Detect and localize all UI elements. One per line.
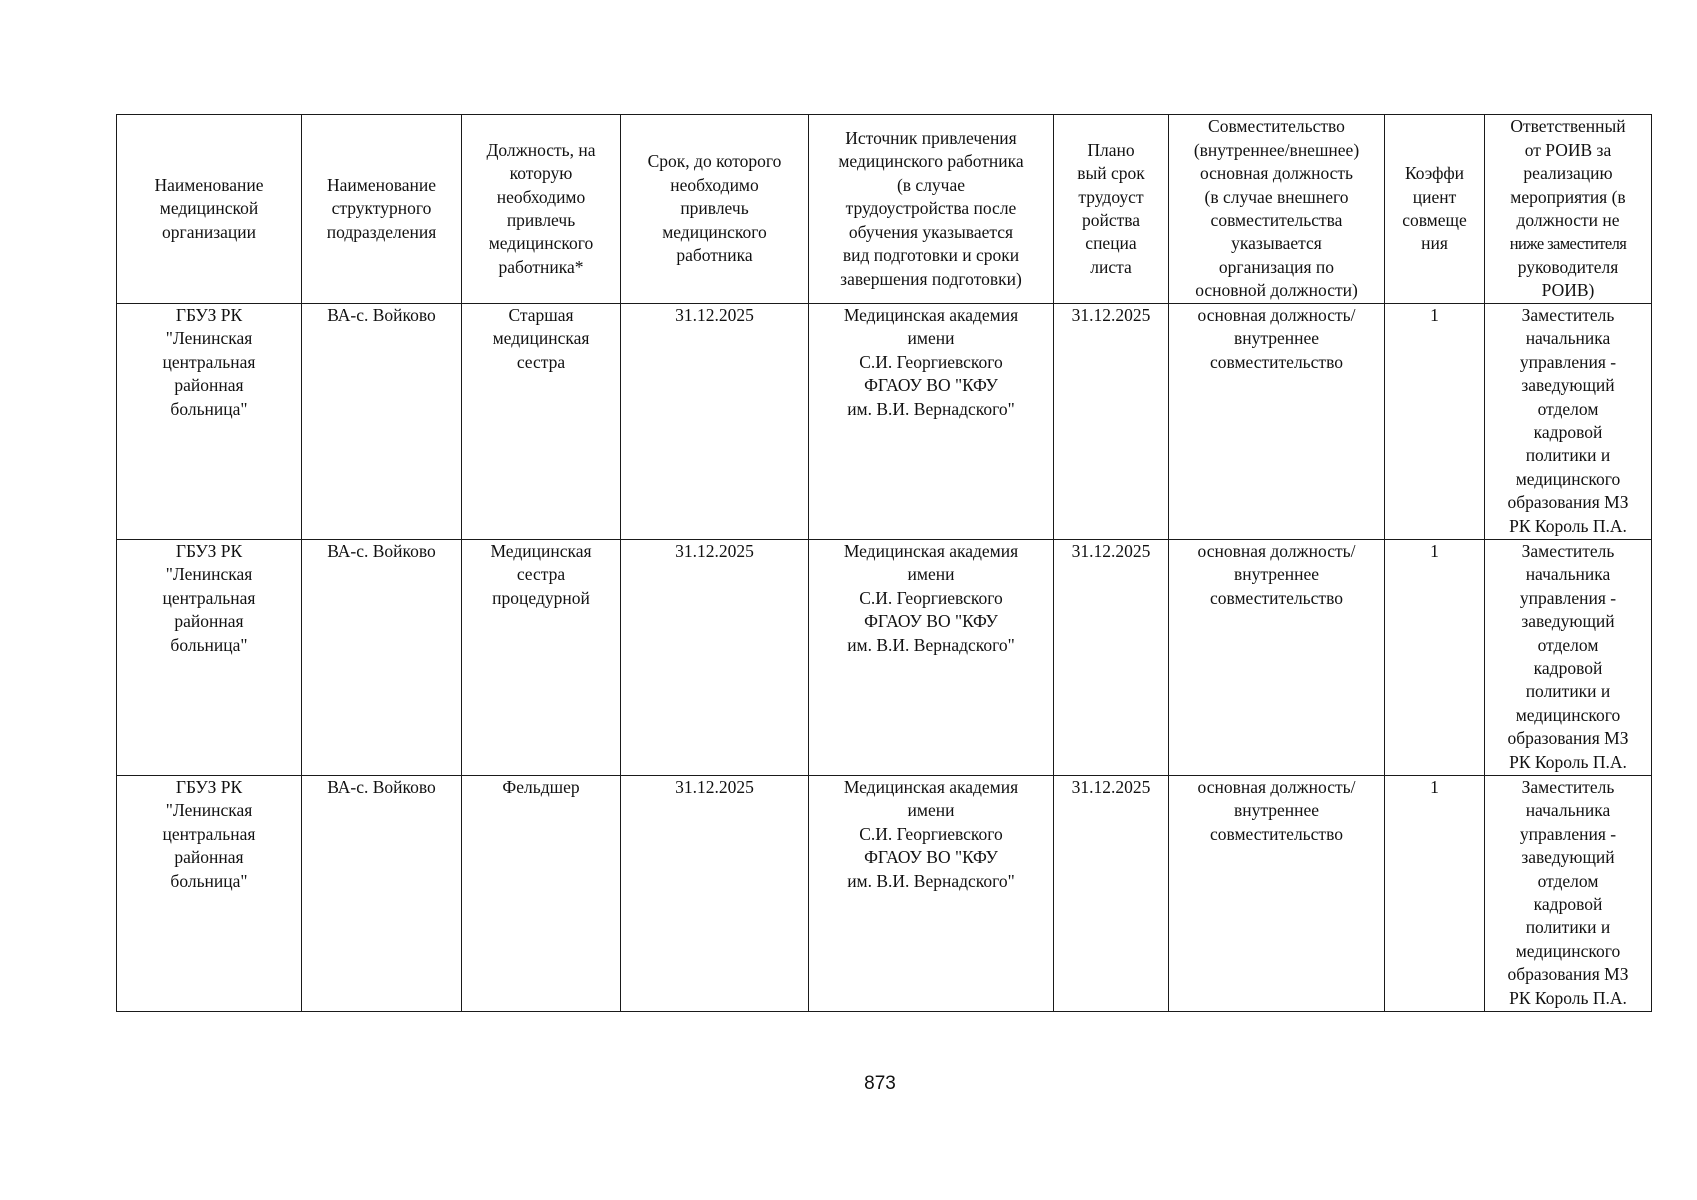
cell-source	[809, 776, 1054, 1012]
cell-line: основная должность/	[1197, 541, 1356, 561]
cell-line: организации	[162, 221, 256, 242]
cell-line: 31.12.2025	[675, 777, 754, 797]
cell-line: больница"	[170, 634, 248, 655]
cell-combination	[1169, 540, 1385, 776]
cell-line: ФГАОУ ВО "КФУ	[864, 847, 998, 868]
cell-line: Заместитель	[1521, 777, 1615, 797]
cell-line: районная	[174, 847, 244, 868]
cell-line: привлечь	[680, 198, 749, 219]
cell-line: начальника	[1525, 800, 1611, 821]
cell-line: Коэффи	[1404, 163, 1465, 184]
cell-line: (внутреннее/внешнее)	[1193, 139, 1360, 160]
cell-line: совместительства	[1210, 210, 1343, 230]
cell-line: Должность, на	[486, 139, 596, 160]
cell-line: политики и	[1525, 445, 1611, 466]
cell-line: ВА-с. Войково	[327, 541, 436, 561]
header-source	[809, 115, 1054, 304]
cell-line: работника	[676, 245, 753, 266]
cell-line: должности не	[1516, 210, 1620, 230]
cell-line: 31.12.2025	[1071, 305, 1151, 325]
cell-line: ройства	[1081, 210, 1141, 230]
cell-line: совместительство	[1210, 351, 1343, 372]
cell-line: реализацию	[1523, 163, 1613, 184]
cell-line: Фельдшер	[502, 777, 580, 797]
cell-line: Источник привлечения	[845, 128, 1017, 149]
cell-line: внутреннее	[1233, 328, 1320, 349]
cell-line: кадровой	[1533, 658, 1603, 679]
header-deadline	[621, 115, 809, 304]
cell-line: внутреннее	[1233, 564, 1320, 585]
cell-line: сестра	[516, 351, 566, 372]
header-row	[117, 115, 1652, 304]
cell-line: медицинского	[1515, 940, 1621, 961]
cell-line: им. В.И. Вернадского"	[847, 634, 1015, 655]
cell-planned-date	[1054, 540, 1169, 776]
cell-line: заведующий	[1521, 611, 1615, 632]
cell-line: районная	[174, 375, 244, 396]
cell-line: им. В.И. Вернадского"	[847, 398, 1015, 419]
cell-line: трудоуст	[1078, 186, 1144, 207]
cell-line: Медицинская академия	[843, 541, 1019, 561]
cell-line: Наименование	[154, 174, 264, 195]
cell-line: начальника	[1525, 328, 1611, 349]
cell-line: Ответственный	[1510, 116, 1626, 137]
cell-line: 1	[1430, 305, 1439, 325]
cell-line: которую	[509, 163, 573, 184]
cell-deadline	[621, 304, 809, 540]
cell-planned-date	[1054, 776, 1169, 1012]
cell-line: начальника	[1525, 564, 1611, 585]
cell-line: Совместительство	[1208, 116, 1345, 137]
cell-line: вид подготовки и сроки	[842, 245, 1020, 266]
cell-line: мероприятия (в	[1510, 186, 1626, 207]
header-combination	[1169, 115, 1385, 304]
cell-organization	[117, 776, 302, 1012]
cell-line: от РОИВ за	[1524, 139, 1612, 160]
header-position	[462, 115, 621, 304]
cell-line: основной должности)	[1195, 280, 1358, 301]
cell-line: медицинского	[488, 233, 594, 254]
header-organization	[117, 115, 302, 304]
cell-line: ГБУЗ РК	[175, 305, 243, 325]
cell-coefficient	[1385, 776, 1485, 1012]
cell-line: медицинского	[1515, 704, 1621, 725]
cell-line: политики и	[1525, 681, 1611, 702]
cell-position	[462, 304, 621, 540]
cell-deadline	[621, 540, 809, 776]
cell-line: больница"	[170, 870, 248, 891]
cell-line: РК Король П.А.	[1509, 987, 1627, 1008]
cell-line: завершения подготовки)	[840, 268, 1022, 289]
cell-line: структурного	[331, 198, 432, 219]
cell-line: заведующий	[1521, 847, 1615, 868]
cell-line: 31.12.2025	[1071, 777, 1151, 797]
cell-line: имени	[907, 800, 955, 821]
cell-line: (в случае внешнего	[1204, 186, 1349, 207]
cell-line: специа	[1085, 233, 1137, 254]
cell-coefficient	[1385, 540, 1485, 776]
cell-line: отделом	[1537, 398, 1599, 419]
cell-line: Наименование	[326, 174, 437, 195]
cell-line: образования МЗ	[1507, 492, 1629, 513]
cell-line: ФГАОУ ВО "КФУ	[864, 375, 998, 396]
cell-line: ниже заместителя	[1509, 234, 1627, 254]
cell-line: обучения указывается	[848, 221, 1014, 242]
cell-coefficient	[1385, 304, 1485, 540]
cell-line: вый срок	[1077, 163, 1145, 184]
cell-line: циент	[1412, 186, 1457, 207]
cell-line: медицинская	[492, 328, 590, 349]
cell-line: совместительство	[1210, 823, 1343, 844]
cell-line: РК Король П.А.	[1509, 751, 1627, 772]
cell-line: ния	[1421, 233, 1448, 254]
cell-line: Плано	[1087, 139, 1135, 160]
cell-line: политики и	[1525, 917, 1611, 938]
cell-line: "Ленинская	[165, 328, 253, 349]
cell-unit	[302, 304, 462, 540]
cell-line: ГБУЗ РК	[175, 541, 243, 561]
cell-line: имени	[907, 328, 955, 349]
cell-line: РК Король П.А.	[1509, 515, 1627, 536]
cell-line: внутреннее	[1233, 800, 1320, 821]
cell-source	[809, 304, 1054, 540]
page-number: 873	[864, 1073, 896, 1094]
cell-line: отделом	[1537, 634, 1599, 655]
cell-deadline	[621, 776, 809, 1012]
cell-line: кадровой	[1533, 422, 1603, 443]
cell-line: ВА-с. Войково	[327, 305, 436, 325]
cell-line: ГБУЗ РК	[175, 777, 243, 797]
cell-line: 1	[1430, 541, 1439, 561]
cell-line: медицинского	[662, 221, 767, 242]
cell-line: работника*	[498, 256, 584, 277]
cell-line: необходимо	[670, 174, 759, 195]
cell-responsible	[1485, 304, 1652, 540]
cell-organization	[117, 304, 302, 540]
cell-line: совмеще	[1402, 210, 1467, 230]
cell-line: управления -	[1519, 351, 1617, 372]
staffing-table	[116, 114, 1652, 1012]
cell-line: указывается	[1231, 233, 1322, 254]
cell-line: организация по	[1218, 256, 1335, 277]
cell-line: центральная	[162, 823, 256, 844]
cell-line: больница"	[170, 398, 248, 419]
header-coefficient	[1385, 115, 1485, 304]
cell-line: медицинского	[1515, 468, 1621, 489]
cell-line: необходимо	[496, 186, 586, 207]
header-unit	[302, 115, 462, 304]
table-row	[117, 776, 1652, 1012]
cell-line: основная должность	[1199, 163, 1354, 184]
header-planned-date	[1054, 115, 1169, 304]
cell-line: им. В.И. Вернадского"	[847, 870, 1015, 891]
cell-planned-date	[1054, 304, 1169, 540]
cell-line: образования МЗ	[1507, 728, 1629, 749]
cell-line: медицинской	[159, 198, 259, 219]
table-row	[117, 304, 1652, 540]
cell-combination	[1169, 776, 1385, 1012]
cell-line: 31.12.2025	[675, 541, 754, 561]
cell-unit	[302, 776, 462, 1012]
header-responsible	[1485, 115, 1652, 304]
cell-position	[462, 776, 621, 1012]
cell-line: центральная	[162, 351, 256, 372]
cell-line: подразделения	[326, 221, 437, 242]
cell-line: управления -	[1519, 587, 1617, 608]
cell-line: имени	[907, 564, 955, 585]
cell-line: С.И. Георгиевского	[859, 351, 1003, 372]
cell-line: заведующий	[1521, 375, 1615, 396]
table-row	[117, 540, 1652, 776]
cell-line: 31.12.2025	[675, 305, 754, 325]
cell-line: отделом	[1537, 870, 1599, 891]
cell-line: Заместитель	[1521, 541, 1615, 561]
cell-line: ВА-с. Войково	[327, 777, 436, 797]
cell-line: Медицинская академия	[843, 777, 1019, 797]
cell-responsible	[1485, 540, 1652, 776]
cell-line: трудоустройства после	[845, 198, 1017, 219]
cell-organization	[117, 540, 302, 776]
cell-line: основная должность/	[1197, 305, 1356, 325]
cell-line: 31.12.2025	[1071, 541, 1151, 561]
cell-line: С.И. Георгиевского	[859, 823, 1003, 844]
cell-line: процедурной	[492, 587, 590, 608]
cell-line: районная	[174, 611, 244, 632]
cell-line: листа	[1090, 256, 1132, 277]
cell-line: Медицинская академия	[843, 305, 1019, 325]
cell-line: медицинского работника	[838, 151, 1024, 172]
cell-line: "Ленинская	[165, 800, 253, 821]
cell-line: ФГАОУ ВО "КФУ	[864, 611, 998, 632]
cell-line: Старшая	[508, 305, 574, 325]
cell-line: руководителя	[1517, 256, 1619, 277]
cell-line: Заместитель	[1521, 305, 1615, 325]
cell-line: кадровой	[1533, 894, 1603, 915]
cell-line: 1	[1430, 777, 1439, 797]
cell-line: Срок, до которого	[647, 151, 782, 172]
cell-line: центральная	[162, 587, 256, 608]
cell-line: управления -	[1519, 823, 1617, 844]
cell-line: совместительство	[1210, 587, 1343, 608]
cell-line: РОИВ)	[1541, 280, 1595, 301]
cell-line: образования МЗ	[1507, 964, 1629, 985]
cell-line: "Ленинская	[165, 564, 253, 585]
cell-source	[809, 540, 1054, 776]
cell-position	[462, 540, 621, 776]
cell-unit	[302, 540, 462, 776]
cell-line: привлечь	[506, 210, 576, 230]
cell-line: Медицинская	[490, 541, 592, 561]
cell-responsible	[1485, 776, 1652, 1012]
cell-combination	[1169, 304, 1385, 540]
cell-line: С.И. Георгиевского	[859, 587, 1003, 608]
cell-line: основная должность/	[1197, 777, 1356, 797]
cell-line: сестра	[516, 564, 566, 585]
cell-line: (в случае	[896, 174, 966, 195]
